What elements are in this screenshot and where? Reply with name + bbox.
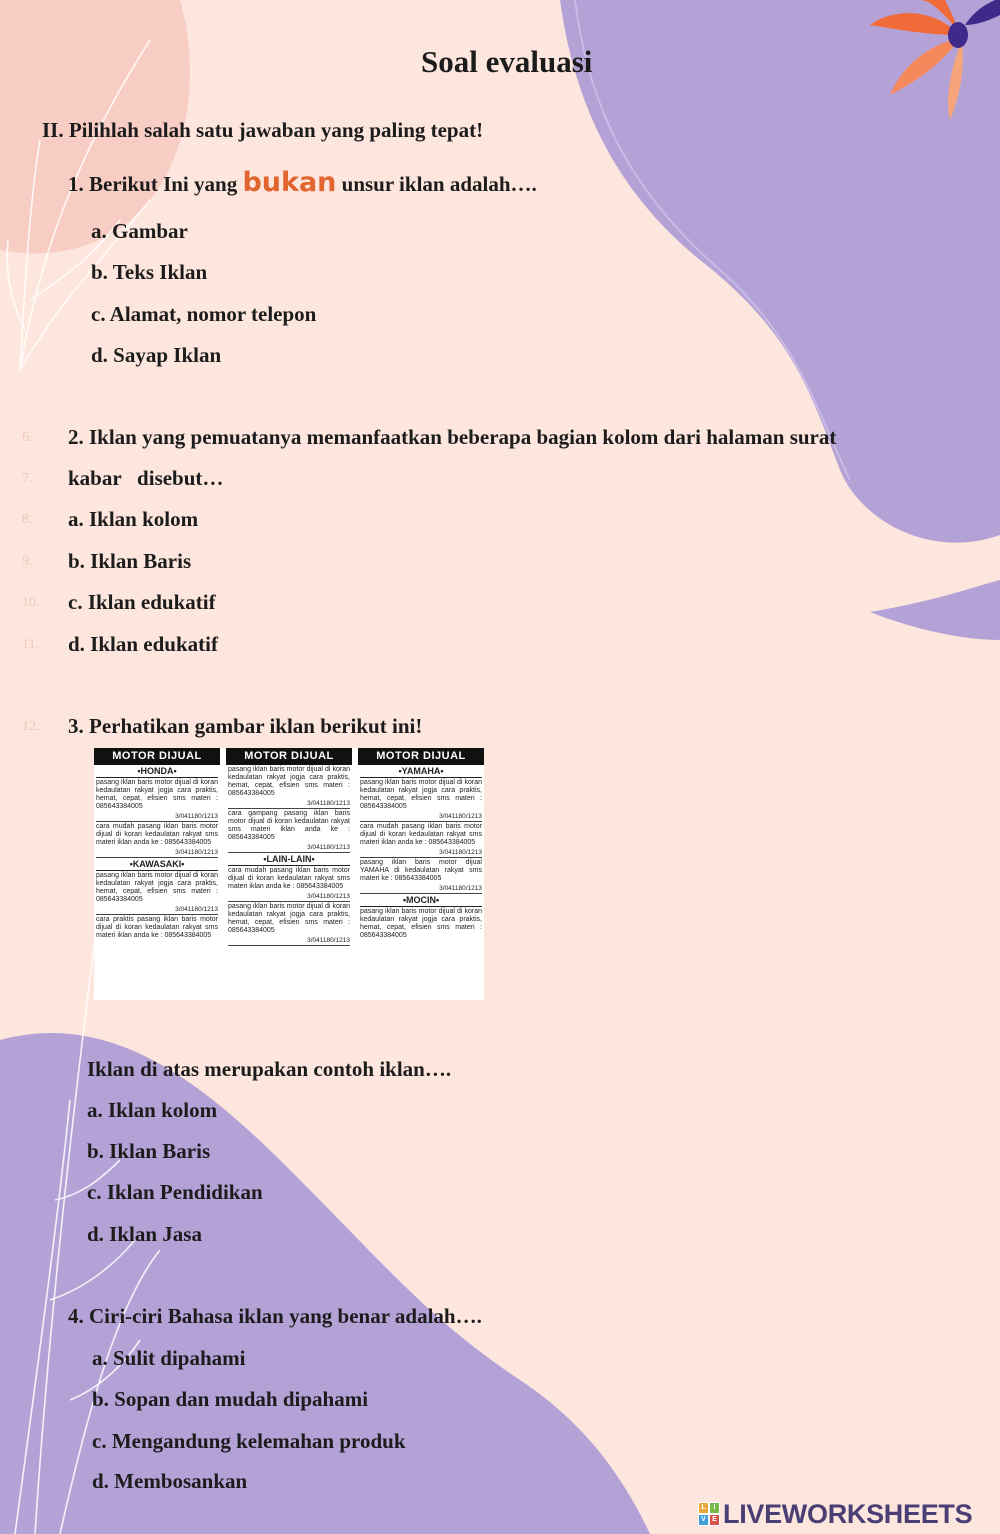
- q3-option-a[interactable]: a. Iklan kolom: [87, 1098, 218, 1122]
- q2-option-c[interactable]: c. Iklan edukatif: [68, 590, 216, 614]
- ad-text: cara mudah pasang iklan baris motor dijual di koran kedaulatan rakyat sms materi iklan anda ke : 085643384005: [360, 823, 482, 846]
- q3-option-d[interactable]: d. Iklan Jasa: [87, 1222, 202, 1246]
- ad-column-header: MOTOR DIJUAL: [358, 748, 484, 765]
- classified-ad-image: [94, 748, 484, 1000]
- ad-text: pasang iklan baris motor dijual YAMAHA di kedaulatan rakyat sms materi ke : 085643384005: [360, 859, 482, 882]
- question-1-suffix: unsur iklan adalah….: [336, 172, 537, 196]
- q4-option-d[interactable]: d. Membosankan: [92, 1469, 248, 1493]
- line-number: 8.: [22, 512, 33, 527]
- logo-letter-i: I: [709, 1502, 720, 1514]
- ad-category: •LAIN-LAIN•: [228, 854, 350, 866]
- question-3-followup: Iklan di atas merupakan contoh iklan….: [87, 1057, 452, 1081]
- ad-category: •YAMAHA•: [360, 766, 482, 778]
- ad-code: 3/041180/1213: [360, 848, 482, 858]
- ad-text: pasang iklan baris motor dijual di koran kedaulatan rakyat jogja cara praktis, hemat, cepat, efisien sms materi : 085643384005: [360, 908, 482, 939]
- q2-option-a[interactable]: a. Iklan kolom: [68, 507, 199, 531]
- question-1-highlight: bukan: [242, 167, 337, 198]
- line-number: 9.: [22, 554, 33, 569]
- ad-text: pasang iklan baris motor dijual di koran kedaulatan rakyat jogja cara praktis, hemat, cepat, efisien sms materi : 085643384005: [360, 779, 482, 810]
- ad-column-3: [358, 748, 484, 1000]
- question-3: 3. Perhatikan gambar iklan berikut ini!: [68, 714, 423, 738]
- ad-code: 3/041180/1213: [228, 799, 350, 809]
- ad-category: •KAWASAKI•: [96, 859, 218, 871]
- ad-column-1: [94, 748, 220, 1000]
- ad-text: pasang iklan baris motor dijual di koran kedaulatan rakyat jogja cara praktis, hemat, cepat, efisien sms materi : 085643384005: [228, 766, 350, 797]
- ad-code: 3/041180/1213: [96, 848, 218, 858]
- question-4: 4. Ciri-ciri Bahasa iklan yang benar adalah….: [68, 1304, 482, 1328]
- ad-text: pasang iklan baris motor dijual di koran kedaulatan rakyat jogja cara praktis, hemat, cepat, efisien sms materi : 085643384005: [228, 903, 350, 934]
- liveworksheets-text: LIVEWORKSHEETS: [723, 1498, 973, 1529]
- line-number: 7.: [22, 471, 33, 486]
- q4-option-c[interactable]: c. Mengandung kelemahan produk: [92, 1429, 406, 1453]
- ad-text: pasang iklan baris motor dijual di koran kedaulatan rakyat jogja cara praktis, hemat, cepat, efisien sms materi : 085643384005: [96, 872, 218, 903]
- q1-option-b[interactable]: b. Teks Iklan: [91, 260, 208, 284]
- question-1: [68, 167, 537, 198]
- ad-code: 3/041180/1213: [96, 905, 218, 915]
- ad-column-2: [226, 748, 352, 1000]
- ad-text: cara mudah pasang iklan baris motor dijual di koran kedaulatan rakyat sms materi iklan anda ke : 085643384005: [96, 823, 218, 846]
- question-2-line-1: 2. Iklan yang pemuatanya memanfaatkan beberapa bagian kolom dari halaman surat: [68, 425, 837, 449]
- ad-text: pasang iklan baris motor dijual di koran kedaulatan rakyat jogja cara praktis, hemat, cepat, efisien sms materi : 085643384005: [96, 779, 218, 810]
- ad-text: cara mudah pasang iklan baris motor dijual di koran kedaulatan rakyat sms materi iklan anda ke : 085643384005: [228, 867, 350, 890]
- line-number: 10.: [22, 595, 40, 610]
- ad-column-header: MOTOR DIJUAL: [226, 748, 352, 765]
- instruction-text: II. Pilihlah salah satu jawaban yang paling tepat!: [42, 118, 484, 142]
- q1-option-d[interactable]: d. Sayap Iklan: [91, 343, 222, 367]
- ad-category: •HONDA•: [96, 766, 218, 778]
- ad-code: 3/041180/1213: [228, 936, 350, 946]
- logo-letter-l: L: [698, 1502, 709, 1514]
- q2-option-d[interactable]: d. Iklan edukatif: [68, 632, 218, 656]
- ad-code: 3/041180/1213: [228, 892, 350, 902]
- line-number: 11.: [22, 637, 39, 652]
- ad-column-header: MOTOR DIJUAL: [94, 748, 220, 765]
- question-1-prefix: 1. Berikut Ini yang: [68, 172, 243, 196]
- ad-text: cara praktis pasang iklan baris motor dijual di koran kedaulatan rakyat sms materi iklan anda ke : 085643384005: [96, 916, 218, 939]
- liveworksheets-logo[interactable]: [698, 1500, 972, 1528]
- q2-option-b[interactable]: b. Iklan Baris: [68, 549, 192, 573]
- ad-text: cara gampang pasang iklan baris motor dijual di koran kedaulatan rakyat sms materi iklan anda ke : 085643384005: [228, 810, 350, 841]
- logo-letter-v: V: [698, 1514, 709, 1526]
- ad-code: 3/041180/1213: [228, 843, 350, 853]
- question-2-line-2: kabar disebut…: [68, 466, 224, 490]
- line-number: 6.: [22, 430, 33, 445]
- ad-code: 3/041180/1213: [360, 812, 482, 822]
- q4-option-a[interactable]: a. Sulit dipahami: [92, 1346, 246, 1370]
- line-number: 12.: [22, 719, 40, 734]
- logo-letter-e: E: [709, 1514, 720, 1526]
- liveworksheets-icon: [698, 1502, 720, 1526]
- q3-option-b[interactable]: b. Iklan Baris: [87, 1139, 211, 1163]
- q1-option-a[interactable]: a. Gambar: [91, 219, 188, 243]
- q3-option-c[interactable]: c. Iklan Pendidikan: [87, 1180, 263, 1204]
- q4-option-b[interactable]: b. Sopan dan mudah dipahami: [92, 1387, 369, 1411]
- ad-category: •MOCIN•: [360, 895, 482, 907]
- page-title: Soal evaluasi: [421, 44, 593, 79]
- ad-code: 3/041180/1213: [360, 884, 482, 894]
- ad-code: 3/041180/1213: [96, 812, 218, 822]
- q1-option-c[interactable]: c. Alamat, nomor telepon: [91, 302, 317, 326]
